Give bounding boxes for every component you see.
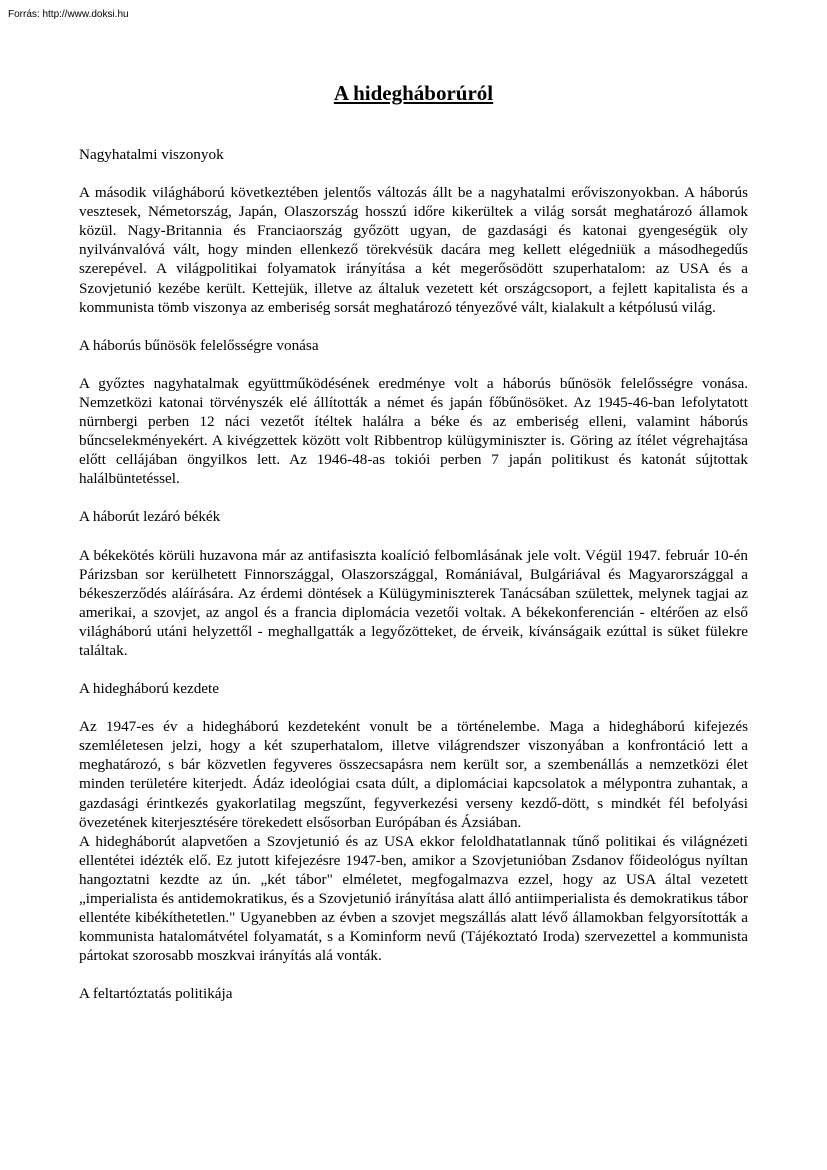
section-paragraph-cold-war-start-1: Az 1947-es év a hidegháború kezdeteként vonult be a történelembe. Maga a hidegháború kifejezés szemléletesen jelzi, hogy a két szuperhatalom, illetve világrendszer viszonyában a konfrontáció lett a meghatározó, s bár közvetlen fegyveres összecsapásra nem került sor, a szembenállás a nemzetközi élet minden területére kiterjedt. Ádáz ideológiai csata dúlt, a diplomáciai kapcsolatok a mélypontra zuhantak, a gazdasági érintkezés gyakorlatilag megszűnt, fegyverkezési verseny kezdő-dött, s mindkét fél befolyási övezetének kiterjesztésére törekedett elsősorban Európában és Ázsiában. — [79, 718, 748, 831]
source-note: Forrás: http://www.doksi.hu — [8, 9, 129, 20]
section-paragraph-peace-treaties: A békekötés körüli huzavona már az antifasiszta koalíció felbomlásának jele volt. Végül 1947. február 10-én Párizsban sor kerülhetett Finnországgal, Olaszországgal, Romániával, Bulgáriával és Magyarországgal a békeszerződés aláírására. Az érdemi döntések a Külügyminiszterek Tanácsában születtek, melynek tagjai az amerikai, a szovjet, az angol és a francia diplomácia vezetői voltak. A békekonferencián - eltérően az első világháború utáni helyzettől - meghallgatták a legyőzötteket, de érveik, kívánságaik ezúttal is süket fülekre találtak. — [79, 546, 748, 659]
section-heading-peace-treaties: A háborút lezáró békék — [79, 508, 221, 526]
section-heading-containment: A feltartóztatás politikája — [79, 985, 233, 1003]
section-heading-power-relations: Nagyhatalmi viszonyok — [79, 146, 224, 163]
document-title: A hidegháborúról — [333, 81, 494, 105]
section-heading-war-criminals: A háborús bűnösök felelősségre vonása — [79, 336, 319, 354]
document-body — [79, 145, 748, 1022]
section-heading-cold-war-start: A hidegháború kezdete — [79, 680, 220, 698]
section-paragraph-power-relations: A második világháború következtében jelentős változás állt be a nagyhatalmi erőviszonyokban. A háborús vesztesek, Németország, Japán, Olaszország hosszú időre kikerültek a világ sorsát meghatározó államok közül. Nagy-Britannia és Franciaország győzött ugyan, de gazdasági és katonai gyengeségük oly nyilvánvalóvá vált, hogy minden ellenkező törekvésük dacára meg kellett elégedniük a másodhegedűs szerepével. A világpolitikai folyamatok irányítása a két megerősödött szuperhatalom: az USA és a Szovjetunió kezébe került. Kettejük, illetve az általuk vezetett két országcsoport, a fejlett kapitalista és a kommunista tömb viszonya az emberiség sorsát meghatározó tényezővé vált, kialakult a kétpólusú világ. — [79, 184, 748, 316]
section-paragraph-cold-war-start-2: A hidegháborút alapvetően a Szovjetunió és az USA ekkor feloldhatatlannak tűnő politikai és világnézeti ellentétei idézték elő. Ez jutott kifejezésre 1947-ben, amikor a Szovjetunióban Zsdanov főideológus nyíltan hangoztatni kezdte az ún. „két tábor" elméletet, megfogalmazva ezzel, hogy az USA által vezetett „imperialista és antidemokratikus, és a Szovjetunió irányítása alatt álló antiimperialista és demokratikus tábor ellentéte kibékíthetetlen." Ugyanebben az évben a szovjet megszállás alatt lévő államokban felgyorsították a kommunista hatalomátvétel folyamatát, s a Kominform nevű (Tájékoztató Iroda) szervezettel a kommunista pártokat szorosabb moszkvai irányítás alá vonták. — [79, 832, 748, 965]
section-paragraph-war-criminals: A győztes nagyhatalmak együttműködésének eredménye volt a háborús bűnösök felelősségre vonása. Nemzetközi katonai törvényszék elé állították a német és japán főbűnösöket. Az 1945-46-ban lefolytatott nürnbergi perben 12 náci vezetőt ítéltek halálra a béke és az emberiség elleni, valamint háborús bűncselekményekért. A kivégzettek között volt Ribbentrop külügyminiszter is. Göring az ítélet végrehajtása előtt cellájában öngyilkos lett. Az 1946-48-as tokiói perben 7 japán politikust és katonát sújtottak halálbüntetéssel. — [79, 374, 748, 488]
